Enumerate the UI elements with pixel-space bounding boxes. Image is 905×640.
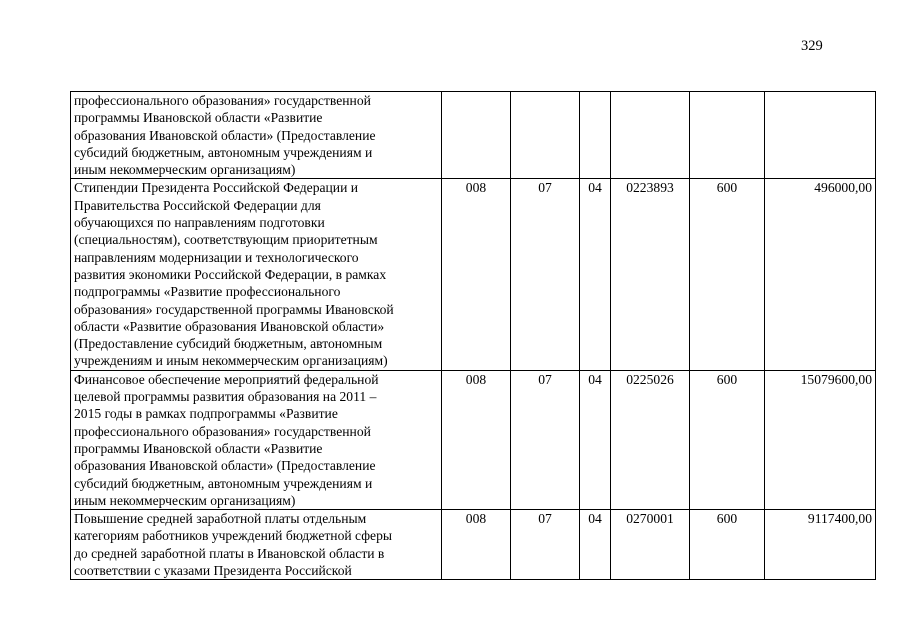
description-line: развития экономики Российской Федерации, в рамках — [74, 266, 387, 282]
description-line: иным некоммерческим организациям) — [74, 492, 296, 508]
cell-target-article: 0225026 — [611, 370, 690, 509]
cell-razdel: 07 — [511, 510, 580, 580]
cell-description — [71, 370, 442, 509]
cell-razdel: 07 — [511, 179, 580, 370]
description-line: профессионального образования» государственной — [74, 93, 371, 108]
cell-description — [71, 92, 442, 179]
cell-expense-type: 600 — [690, 510, 765, 580]
budget-table — [70, 91, 876, 580]
description-line: обучающихся по направлениям подготовки — [74, 215, 325, 231]
cell-amount: 15079600,00 — [765, 370, 876, 509]
cell-target-article — [611, 92, 690, 179]
description-line: Стипендии Президента Российской Федерации и — [74, 180, 359, 196]
table-row — [71, 510, 876, 580]
description-line: категориям работников учреждений бюджетной сферы — [74, 528, 393, 544]
cell-amount: 496000,00 — [765, 179, 876, 370]
description-line: целевой программы развития образования на 2011 – — [74, 389, 377, 405]
cell-target-article: 0223893 — [611, 179, 690, 370]
cell-amount: 9117400,00 — [765, 510, 876, 580]
description-line: профессионального образования» государственной — [74, 423, 371, 439]
cell-target-article: 0270001 — [611, 510, 690, 580]
cell-expense-type — [690, 92, 765, 179]
description-line: образования Ивановской области» (Предоставление — [74, 458, 376, 474]
description-line: подпрограммы «Развитие профессионального — [74, 284, 341, 300]
description-line: Повышение средней заработной платы отдельным — [74, 511, 367, 527]
description-line: программы Ивановской области «Развитие — [74, 110, 323, 126]
cell-ved — [442, 92, 511, 179]
cell-description — [71, 510, 442, 580]
cell-podrazdel: 04 — [580, 370, 611, 509]
description-line: субсидий бюджетным, автономным учреждениям и — [74, 475, 373, 491]
table-row — [71, 92, 876, 179]
cell-podrazdel: 04 — [580, 510, 611, 580]
description-line: иным некоммерческим организациям) — [74, 162, 296, 178]
cell-ved: 008 — [442, 179, 511, 370]
cell-podrazdel — [580, 92, 611, 179]
table-row — [71, 370, 876, 509]
description-line: до средней заработной платы в Ивановской области в — [74, 545, 385, 561]
cell-amount — [765, 92, 876, 179]
description-line: учреждениям и иным некоммерческим организациям) — [74, 353, 388, 369]
cell-podrazdel: 04 — [580, 179, 611, 370]
table-row — [71, 179, 876, 370]
description-line: 2015 годы в рамках подпрограммы «Развитие — [74, 406, 338, 422]
cell-description — [71, 179, 442, 370]
cell-ved: 008 — [442, 510, 511, 580]
description-line: направлениям модернизации и технологического — [74, 249, 359, 265]
cell-expense-type: 600 — [690, 179, 765, 370]
description-line: субсидий бюджетным, автономным учреждениям и — [74, 144, 373, 160]
description-line: Правительства Российской Федерации для — [74, 197, 321, 213]
cell-expense-type: 600 — [690, 370, 765, 509]
description-line: (специальностям), соответствующим приоритетным — [74, 232, 378, 248]
description-line: (Предоставление субсидий бюджетным, автономным — [74, 336, 383, 352]
description-line: области «Развитие образования Ивановской области» — [74, 318, 385, 334]
page-number: 329 — [801, 38, 823, 54]
cell-razdel: 07 — [511, 370, 580, 509]
description-line: образования Ивановской области» (Предоставление — [74, 127, 376, 143]
description-line: соответствии с указами Президента Российской — [74, 563, 352, 579]
description-line: образования» государственной программы Ивановской — [74, 301, 394, 317]
cell-ved: 008 — [442, 370, 511, 509]
description-line: Финансовое обеспечение мероприятий федеральной — [74, 371, 379, 387]
description-line: программы Ивановской области «Развитие — [74, 440, 323, 456]
cell-razdel — [511, 92, 580, 179]
